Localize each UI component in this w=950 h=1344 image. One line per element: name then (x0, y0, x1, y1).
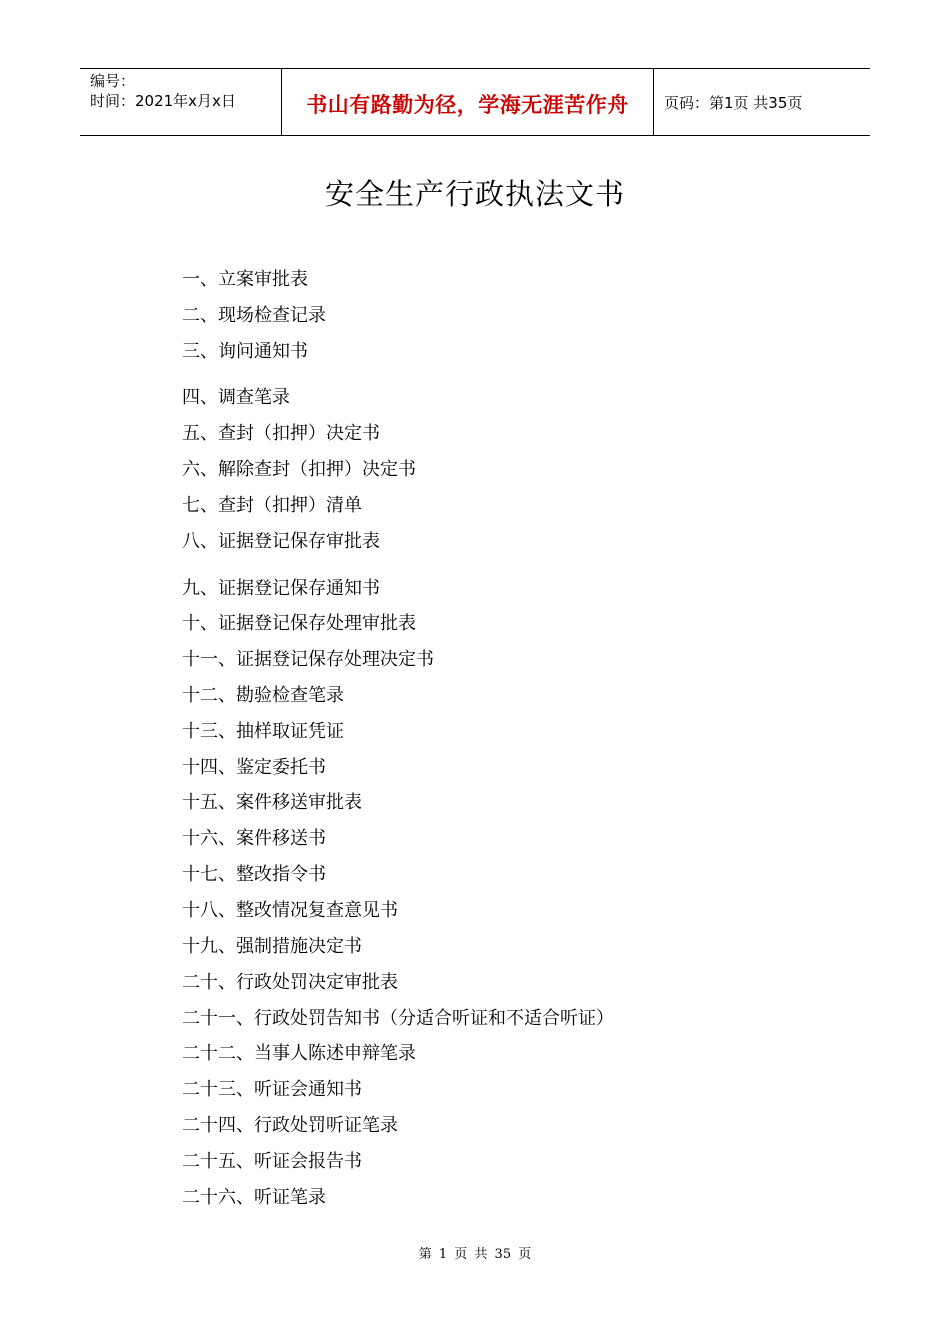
toc-item: 五、查封（扣押）决定书 (182, 423, 380, 444)
toc-item: 十二、勘验检查笔录 (182, 685, 344, 706)
toc-item: 十九、强制措施决定书 (182, 936, 362, 957)
page-header (80, 68, 870, 136)
toc-item: 二十四、行政处罚听证笔录 (182, 1115, 398, 1136)
toc-item: 十一、证据登记保存处理决定书 (182, 649, 434, 670)
header-motto-cell (281, 69, 654, 135)
toc-item: 二十三、听证会通知书 (182, 1079, 362, 1100)
document-number-label: 编号： (90, 72, 136, 90)
toc-item: 六、解除查封（扣押）决定书 (182, 459, 416, 480)
toc-item: 二十六、听证笔录 (182, 1187, 326, 1208)
toc-item: 三、询问通知书 (182, 341, 308, 362)
toc-item: 二十五、听证会报告书 (182, 1151, 362, 1172)
page-footer: 第 1 页 共 35 页 (418, 1247, 532, 1262)
header-page-number: 页码：第1页 共35页 (664, 93, 803, 112)
header-page-cell (654, 69, 870, 135)
toc-item: 十三、抽样取证凭证 (182, 721, 344, 742)
toc-item: 八、证据登记保存审批表 (182, 531, 380, 552)
toc-item: 二、现场检查记录 (182, 305, 326, 326)
document-title: 安全生产行政执法文书 (324, 177, 625, 211)
toc-item: 四、调查笔录 (182, 387, 290, 408)
header-motto: 书山有路勤为径，学海无涯苦作舟 (306, 93, 629, 117)
toc-item: 二十、行政处罚决定审批表 (182, 972, 398, 993)
toc-item: 十八、整改情况复查意见书 (182, 900, 398, 921)
header-meta (80, 69, 281, 135)
toc-item: 二十一、行政处罚告知书（分适合听证和不适合听证） (182, 1008, 614, 1029)
toc-item: 十七、整改指令书 (182, 864, 326, 885)
toc-item: 十五、案件移送审批表 (182, 792, 362, 813)
toc-item: 九、证据登记保存通知书 (182, 578, 380, 599)
toc-item: 十、证据登记保存处理审批表 (182, 613, 416, 634)
toc-item: 一、立案审批表 (182, 269, 308, 290)
document-time-label: 时间：2021年x月x日 (90, 92, 236, 110)
toc-item: 十六、案件移送书 (182, 828, 326, 849)
toc-item: 二十二、当事人陈述申辩笔录 (182, 1043, 416, 1064)
toc-item: 十四、鉴定委托书 (182, 757, 326, 778)
toc-item: 七、查封（扣押）清单 (182, 495, 362, 516)
